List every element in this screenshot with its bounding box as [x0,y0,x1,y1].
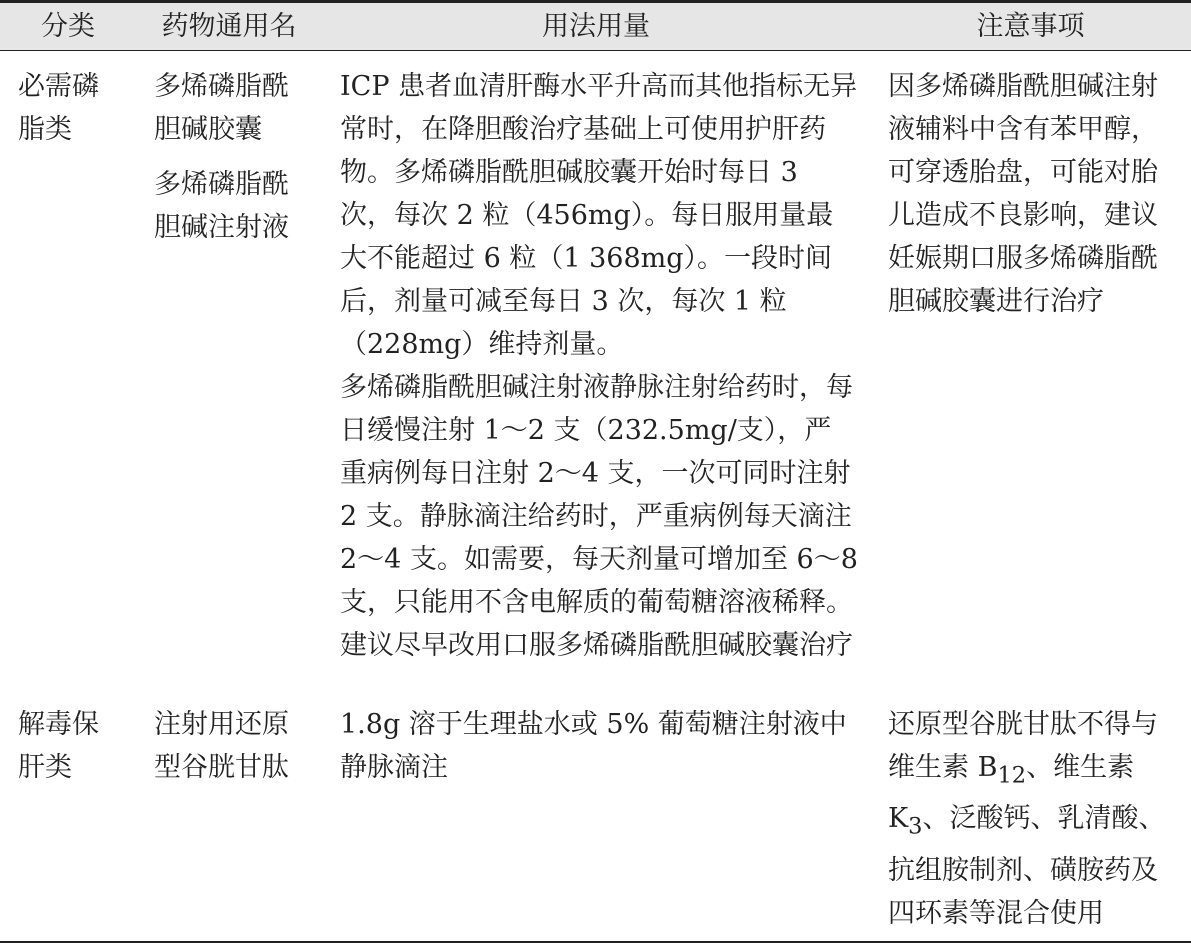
usage-paragraph: 1.8g 溶于生理盐水或 5% 葡萄糖注射液中静脉滴注 [340,709,847,783]
drug-cell [136,51,322,680]
header-category: 分类 [0,2,136,51]
usage-paragraph: ICP 患者血清肝酶水平升高而其他指标无异常时，在降胆酸治疗基础上可使用护肝药物。多烯磷脂酰胆碱胶囊开始时每日 3 次，每次 2 粒（456mg）。每日服用量最大不能超过 6 粒（1 368mg）。一段时间后，剂量可减至每日 3 次，每次 1 粒（228mg）维持剂量。 [340,71,858,360]
usage-cell [322,51,870,680]
header-row [0,2,1191,51]
drug-name: 多烯磷脂酰 胆碱胶囊 [154,71,289,145]
usage-cell [322,679,870,942]
drug-name: 多烯磷脂酰 胆碱注射液 [154,169,289,243]
usage-paragraph: 多烯磷脂酰胆碱注射液静脉注射给药时，每日缓慢注射 1～2 支（232.5mg/支），严重病例每日注射 2～4 支，一次可同时注射 2 支。静脉滴注给药时，严重病例每天滴注 2～4 支。如需要，每天剂量可增加至 6～8 支，只能用不含电解质的葡萄糖溶液稀释。建议尽早改用口服多烯磷脂酰胆碱胶囊治疗 [340,372,858,661]
category-cell [0,51,136,680]
notes-text-a: 还原型谷胱甘肽不得与维生素 B [888,709,1158,783]
drug-cell [136,679,322,942]
notes-text-c: 、维生素 K [888,752,1135,835]
header-drug-name: 药物通用名 [136,2,322,51]
table-row [0,51,1191,680]
category-text: 必需磷 脂类 [18,71,99,145]
notes-text-d: 、泛酸钙、乳清酸、抗组胺制剂、磺胺药及四环素等混合使用 [888,803,1166,929]
subscript-12: 12 [997,762,1027,789]
notes-cell [870,679,1191,942]
subscript-3: 3 [908,813,923,840]
notes-cell [870,51,1191,680]
table-row [0,679,1191,942]
header-usage: 用法用量 [322,2,870,51]
category-text: 解毒保 肝类 [18,709,99,783]
category-cell [0,679,136,942]
header-notes: 注意事项 [870,2,1191,51]
notes-text: 因多烯磷脂酰胆碱注射液辅料中含有苯甲醇，可穿透胎盘，可能对胎儿造成不良影响，建议妊娠期口服多烯磷脂酰胆碱胶囊进行治疗 [888,71,1158,317]
drug-name: 注射用还原 型谷胱甘肽 [154,709,289,783]
